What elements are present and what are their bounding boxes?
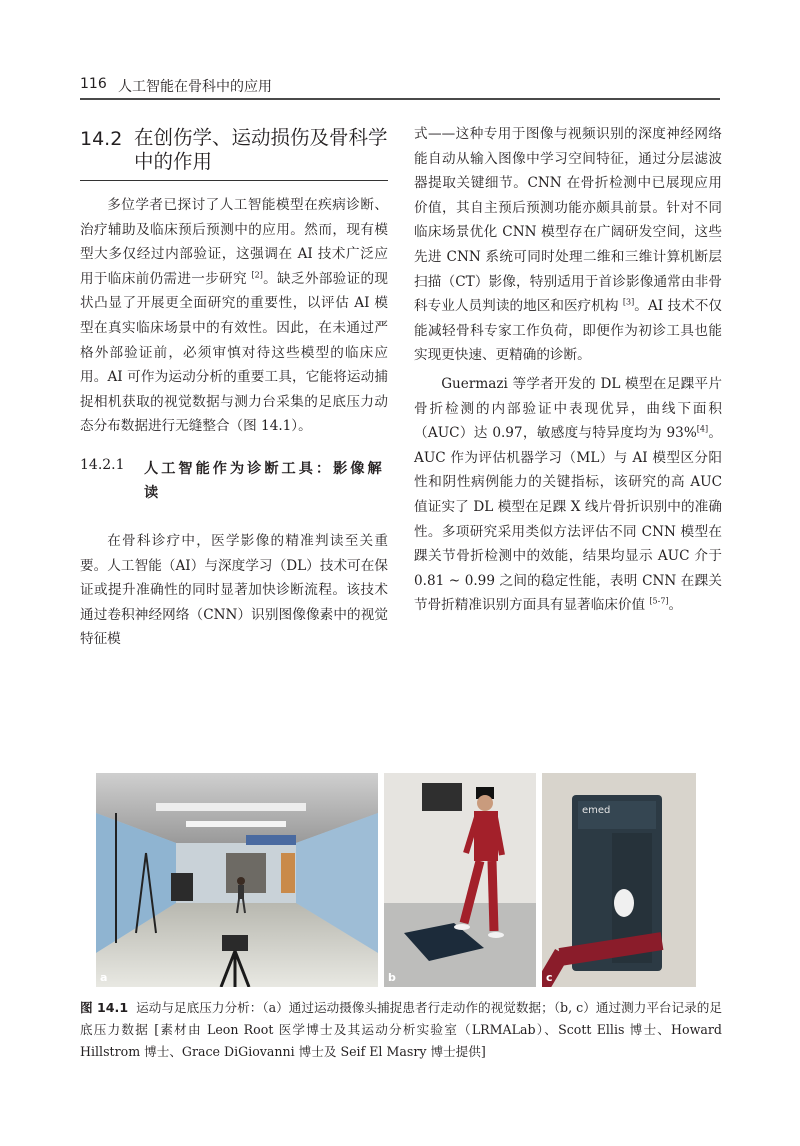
paragraph: 多位学者已探讨了人工智能模型在疾病诊断、治疗辅助及临床预后预测中的应用。然而，现有模型大多仅经过内部验证，这强调在 AI 技术广泛应用于临床前仍需进一步研究 [2]。缺乏外部验证的现状凸显了开展更全面研究的重要性，以评估 AI 模型在真实临床场景中的有效性。因此，在未通过严格外部验证前，必须审慎对待这些模型的临床应用。AI 可作为运动分析的重要工具，它能将运动捕捉相机获取的视觉数据与测力台采集的足底压力动态分布数据进行无缝整合（图 14.1）。: [80, 197, 388, 435]
figure-caption: [80, 997, 722, 1063]
photo-motion-lab: [96, 773, 378, 987]
paragraph: 式——这种专用于图像与视频识别的深度神经网络能自动从输入图像中学习空间特征，通过分层滤波器提取关键细节。CNN 在骨折检测中已展现应用价值，其自主预后预测功能亦颇具前景。针对不同临床场景优化 CNN 模型存在广阔研发空间，这些先进 CNN 系统可同时处理二维和三维计算机断层扫描（CT）影像，特别适用于首诊影像通常由非骨科专业人员判读的地区和医疗机构 [3]。AI 技术不仅能减轻骨科专家工作负荷，即便作为初诊工具也能实现更快速、更精确的诊断。: [414, 126, 722, 364]
section-heading: [80, 122, 388, 181]
citation[interactable]: [5-7]: [649, 596, 669, 606]
caption-text: 运动与足底压力分析：（a）通过运动摄像头捕捉患者行走动作的视觉数据；（b, c）通过测力平台记录的足底压力数据 [素材由 Leon Root 医学博士及其运动分析实验室（LRMALab）、Scott Ellis 博士、Howard Hillstrom 博士、Grace DiGiovanni 博士及 Seif El Masry 博士提供]: [80, 1000, 722, 1059]
panel-label-a: a: [100, 971, 108, 984]
panel-label-b: b: [388, 971, 396, 984]
right-column: [414, 122, 722, 618]
running-header: [80, 72, 720, 100]
citation[interactable]: [3]: [622, 297, 635, 307]
book-title: 人工智能在骨科中的应用: [118, 79, 272, 95]
citation[interactable]: [2]: [251, 270, 263, 280]
page-number: 116: [80, 76, 107, 92]
panel-label-c: c: [546, 971, 553, 984]
photo-pressure-plate: [542, 773, 696, 987]
subsection-heading: [80, 457, 388, 515]
photo-patient-walking: [384, 773, 536, 987]
left-column: [80, 122, 388, 652]
device-logo: emed: [582, 805, 611, 816]
section-number: 14.2: [80, 128, 123, 150]
citation[interactable]: [4]: [696, 424, 709, 434]
caption-number: 图 14.1: [80, 1000, 129, 1015]
subsection-title: 人工智能作为诊断工具：影像解读: [144, 460, 385, 501]
paragraph: 在骨科诊疗中，医学影像的精准判读至关重要。人工智能（AI）与深度学习（DL）技术可在保证或提升准确性的同时显著加快诊断流程。该技术通过卷积神经网络（CNN）识别图像像素中的视觉特征模: [80, 532, 388, 648]
paragraph: Guermazi 等学者开发的 DL 模型在足踝平片骨折检测的内部验证中表现优异，曲线下面积（AUC）达 0.97，敏感度与特异度均为 93%[4]。AUC 作为评估机器学习（ML）与 AI 模型区分阳性和阴性病例能力的关键指标，该研究的高 AUC 值证实了 DL 模型在足踝 X 线片骨折识别中的准确性。多项研究采用类似方法评估不同 CNN 模型在踝关节骨折检测中的效能，结果均显示 AUC 介于 0.81 ~ 0.99 之间的稳定性能，表明 CNN 在踝关节骨折精准识别方面具有显著临床价值 [5-7]。: [414, 375, 722, 614]
subsection-number: 14.2.1: [80, 456, 125, 473]
section-title: 在创伤学、运动损伤及骨科学中的作用: [134, 126, 388, 173]
